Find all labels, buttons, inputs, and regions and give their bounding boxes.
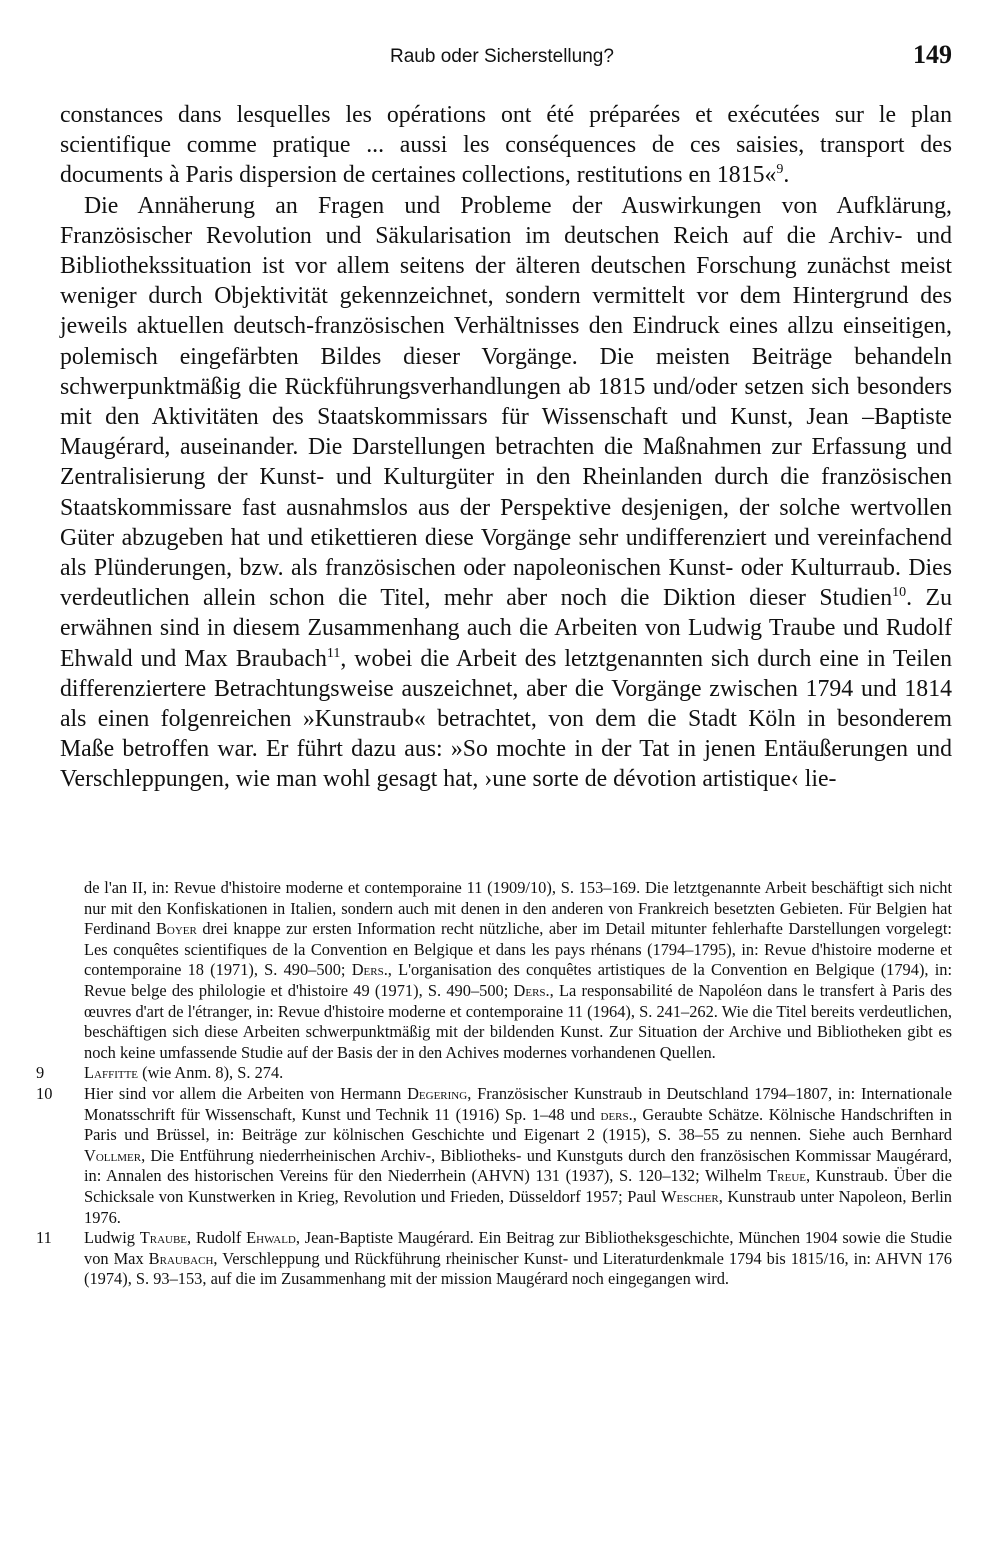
- footnote-text: , Kunstraub unter Napoleon, Berlin 1976.: [84, 1186, 953, 1227]
- footnotes: [36, 878, 953, 1290]
- paragraph-continued: [60, 100, 952, 191]
- running-title: Raub oder Sicherstellung?: [390, 46, 614, 67]
- author-name: Ders.: [513, 980, 550, 1000]
- author-name: Vollmer: [84, 1145, 142, 1165]
- author-name: ders.: [600, 1104, 633, 1124]
- footnote-ref-9: 9: [776, 162, 784, 178]
- author-name: Ehwald: [246, 1228, 296, 1248]
- footnote-number: 11: [36, 1228, 52, 1248]
- paragraph-text: . Zu erwähnen sind in diesem Zusammenhang auch die Arbeiten von Ludwig Traube und Rudolf Ehwald und Max Braubach: [60, 585, 952, 672]
- author-name: Laffitte: [84, 1063, 139, 1083]
- paragraph-text: Die Annäherung an Fragen und Probleme der Auswirkungen von Aufklärung, Französischer Revolution und Säkularisation im deutschen Reich auf die Archiv- und Bibliothekssituation ist vor allem seitens der älteren deutschen Forschung zunächst meist weniger durch Objektivität gekennzeichnet, sondern vermittelt vor dem Hintergrund des jeweils aktuellen deutsch-französischen Verhältnisses den Eindruck eines allzu einseitigen, polemisch eingefärbten Bildes dieser Vorgänge. Die meisten Beiträge behandeln schwerpunktmäßig die Rückführungsverhandlungen ab 1815 und/oder setzen sich besonders mit den Aktivitäten des Staatskommissars für Wissenschaft und Kunst, Jean –Baptiste Maugérard, auseinander. Die Darstellungen betrachten die Maßnahmen zur Erfassung und Zentralisierung der Kunst- und Kulturgüter in den Rheinlanden durch die französischen Staatskommissare fast ausnahmslos aus der Perspektive desjenigen, der solche wertvollen Güter abzugeben hat und etikettieren diese Vorgänge sehr undifferenziert und vereinfachend als Plünderungen, bzw. als französischen oder napoleonischen Kunst- oder Kulturraub. Dies verdeutlichen allein schon die Titel, mehr aber noch die Diktion dieser Studien: [60, 192, 952, 612]
- author-name: Traube: [139, 1228, 188, 1248]
- footnote-text: , Die Entführung niederrheinischen Archiv-, Bibliotheks- und Kunstguts durch den französischen Kommissar Maugérard, in: Annalen des historischen Vereins für den Niederrhein (AHVN) 131 (1937), S. 120–132; Wilhelm: [84, 1145, 952, 1186]
- footnote-11: [36, 1228, 953, 1290]
- footnote-continued: [60, 878, 952, 1063]
- footnote-number: 10: [36, 1083, 53, 1103]
- footnote-10: [36, 1083, 953, 1228]
- paragraph-text: , wobei die Arbeit des letztgenannten sich durch eine in Teilen differenziertere Betrachtungsweise auszeichnet, aber die Vorgänge zwischen 1794 und 1814 als einen folgenreichen »Kunstraub« betrachtet, von dem die Stadt Köln in besonderem Maße betroffen war. Er führt dazu aus: »So mochte in der Tat in jenen Entäußerungen und Verschleppungen, wie man wohl gesagt hat, ›une sorte de dévotion artistique‹ lie-: [60, 645, 952, 793]
- footnote-ref-10: 10: [892, 585, 907, 601]
- footnote-text: , L'organisation des conquêtes artistiques de la Convention en Belgique (1794), in: Revue belge des philologie et d'histoire 49 (1971), S. 490–500;: [84, 960, 953, 1000]
- author-name: Treue: [767, 1166, 806, 1186]
- footnote-text: (wie Anm. 8), S. 274.: [138, 1063, 284, 1083]
- footnote-text: , Kunstraub. Über die Schicksale von Kunstwerken in Krieg, Revolution und Frieden, Düsseldorf 1957; Paul: [84, 1166, 953, 1206]
- footnote-text: Ludwig: [84, 1228, 140, 1248]
- author-name: Ders.: [351, 960, 388, 980]
- footnote-text: , Geraubte Schätze. Kölnische Handschriften in Paris und Brüssel, in: Beiträge zur kölnischen Geschichte und Eigenart 2 (1915), S. 38–55 zu nennen. Siehe auch Bernhard: [84, 1104, 952, 1145]
- footnote-text: drei knappe zur ersten Information recht nützliche, aber im Detail mitunter fehlerhafte Darstellungen vorgelegt: Les conquêtes scientifiques de la Convention en Belgique et dans les pays rhénans (1794–1795), in: Revue d'histoire moderne et contemporaine 18 (1971), S. 490–500;: [84, 919, 952, 980]
- author-name: Boyer: [155, 919, 197, 939]
- footnote-text: , La responsabilité de Napoléon dans le transfert à Paris des œuvres d'art de l'étranger, in: Revue d'histoire moderne et contemporaine 11 (1964), S. 241–262. Wie die Titel bereits verdeutlichen, beschäftigen sich diese Arbeiten schwerpunktmäßig mit der bildenden Kunst. Zur Situation der Archive und Bibliotheken gibt es noch keine umfassende Studie auf der Basis der in den Achives modernes vorhandenen Quellen.: [84, 980, 952, 1062]
- footnote-9: [36, 1063, 952, 1084]
- footnote-text: Hier sind vor allem die Arbeiten von Hermann: [84, 1083, 408, 1103]
- running-head: [60, 40, 952, 76]
- page-number: 149: [913, 40, 952, 69]
- footnote-text: , Jean-Baptiste Maugérard. Ein Beitrag zur Bibliotheksgeschichte, München 1904 sowie die Studie von Max: [84, 1228, 952, 1268]
- paragraph-text: constances dans lesquelles les opérations ont été préparées et exécutées sur le plan scientifique comme pratique ... aussi les conséquences de ces saisies, transport des documents à Paris dispersion de certaines collections, restitutions en 1815«: [60, 102, 952, 189]
- body-text: [60, 100, 952, 795]
- footnote-ref-11: 11: [326, 645, 341, 661]
- paragraph-text-end: .: [783, 162, 790, 189]
- author-name: Wescher: [661, 1186, 719, 1206]
- footnote-text: , Französischer Kunstraub in Deutschland 1794–1807, in: Internationale Monatsschrift für Wissenschaft, Kunst und Technik 11 (1916) Sp. 1–48 und: [84, 1083, 952, 1124]
- author-name: Braubach: [148, 1248, 214, 1268]
- footnote-text: , Verschleppung und Rückführung rheinischer Kunst- und Literaturdenkmale 1794 bis 1815/16, in: AHVN 176 (1974), S. 93–153, auf die im Zusammenhang mit der mission Maugérard noch eingegangen wird.: [84, 1248, 953, 1289]
- footnote-number: 9: [36, 1063, 45, 1083]
- author-name: Degering: [407, 1083, 468, 1103]
- footnote-text: de l'an II, in: Revue d'histoire moderne et contemporaine 11 (1909/10), S. 153–169. Die letztgenannte Arbeit beschäftigt sich nicht nur mit den Konfiskationen in Italien, sondern auch mit denen in den anderen von Frankreich besetzten Gebieten. Für Belgien hat Ferdinand: [84, 878, 952, 939]
- footnote-text: , Rudolf: [187, 1228, 247, 1248]
- paragraph-main: [60, 191, 952, 795]
